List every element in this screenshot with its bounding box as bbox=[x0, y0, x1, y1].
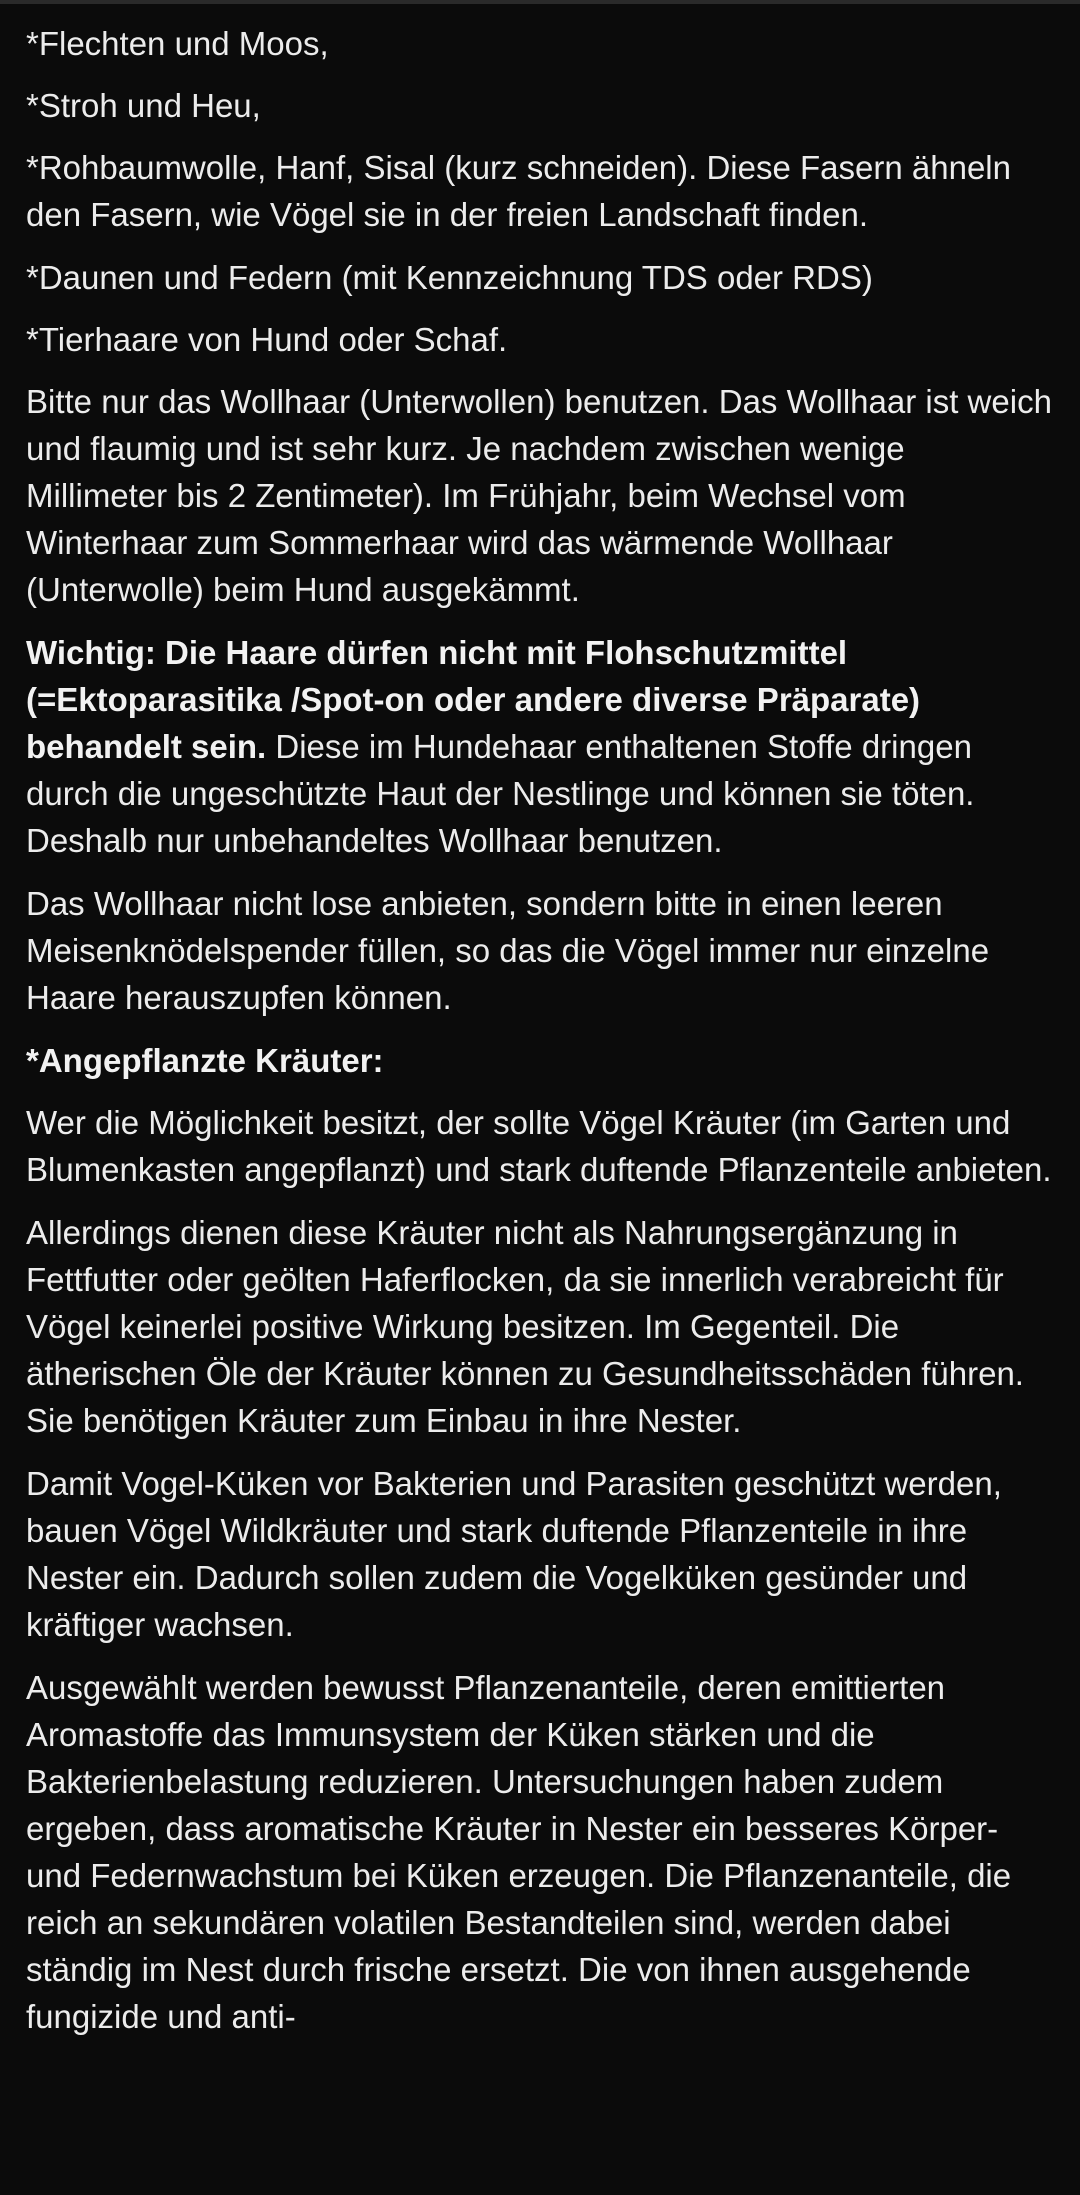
paragraph-chicks: Damit Vogel-Küken vor Bakterien und Parasiten geschützt werden, bauen Vögel Wildkräuter und stark duftende Pflanzenteile in ihre Nester ein. Dadurch sollen zudem die Vogelküken gesünder und kräftiger wachsen. bbox=[26, 1465, 1002, 1643]
herbs-heading-text: *Angepflanzte Kräuter: bbox=[26, 1042, 384, 1079]
item-straw: *Stroh und Heu, bbox=[26, 87, 261, 124]
paragraph-herbs-offer: Wer die Möglichkeit besitzt, der sollte Vögel Kräuter (im Garten und Blumenkasten angepflanzt) und stark duftende Pflanzenteile anbieten. bbox=[26, 1104, 1052, 1188]
item-lichen: *Flechten und Moos, bbox=[26, 25, 329, 62]
paragraph-dispenser: Das Wollhaar nicht lose anbieten, sondern bitte in einen leeren Meisenknödelspender füllen, so das die Vögel immer nur einzelne Haare herauszupfen können. bbox=[26, 885, 990, 1016]
paragraph-important bbox=[26, 629, 1054, 864]
herbs-heading bbox=[26, 1037, 1054, 1084]
paragraph-herbs-nutrition: Allerdings dienen diese Kräuter nicht als Nahrungsergänzung in Fettfutter oder geölten Haferflocken, da sie innerlich verabreicht für Vögel keinerlei positive Wirkung besitzen. Im Gegenteil. Die ätherischen Öle der Kräuter können zu Gesundheitsschäden führen. Sie benötigen Kräuter zum Einbau in ihre Nester. bbox=[26, 1214, 1024, 1439]
item-animal-hair: *Tierhaare von Hund oder Schaf. bbox=[26, 321, 508, 358]
paragraph-selection: Ausgewählt werden bewusst Pflanzenanteile, deren emittierten Aromastoffe das Immunsystem der Küken stärken und die Bakterienbelastung reduzieren. Untersuchungen haben zudem ergeben, dass aromatische Kräuter in Nester ein besseres Körper- und Federnwachstum bei Küken erzeugen. Die Pflanzenanteile, die reich an sekundären volatilen Bestandteilen sind, werden dabei ständig im Nest durch frische ersetzt. Die von ihnen ausgehende fungizide und anti- bbox=[26, 1669, 1012, 2035]
item-cotton: *Rohbaumwolle, Hanf, Sisal (kurz schneiden). Diese Fasern ähneln den Fasern, wie Vögel sie in der freien Landschaft finden. bbox=[26, 149, 1011, 233]
paragraph-wool-hair: Bitte nur das Wollhaar (Unterwollen) benutzen. Das Wollhaar ist weich und flaumig und ist sehr kurz. Je nachdem zwischen wenige Millimeter bis 2 Zentimeter). Im Frühjahr, beim Wechsel vom Winterhaar zum Sommerhaar wird das wärmende Wollhaar (Unterwolle) beim Hund ausgekämmt. bbox=[26, 383, 1052, 608]
item-down: *Daunen und Federn (mit Kennzeichnung TDS oder RDS) bbox=[26, 259, 873, 296]
important-text: Diese im Hundehaar enthaltenen Stoffe dringen durch die ungeschützte Haut der Nestlinge und können sie töten. Deshalb nur unbehandeltes Wollhaar benutzen. bbox=[26, 728, 975, 859]
important-warning: Wichtig: Die Haare dürfen nicht mit Flohschutzmittel (=Ektoparasitika /Spot-on oder andere diverse Präparate) behandelt sein. bbox=[26, 634, 921, 765]
article-body bbox=[0, 4, 1080, 2040]
